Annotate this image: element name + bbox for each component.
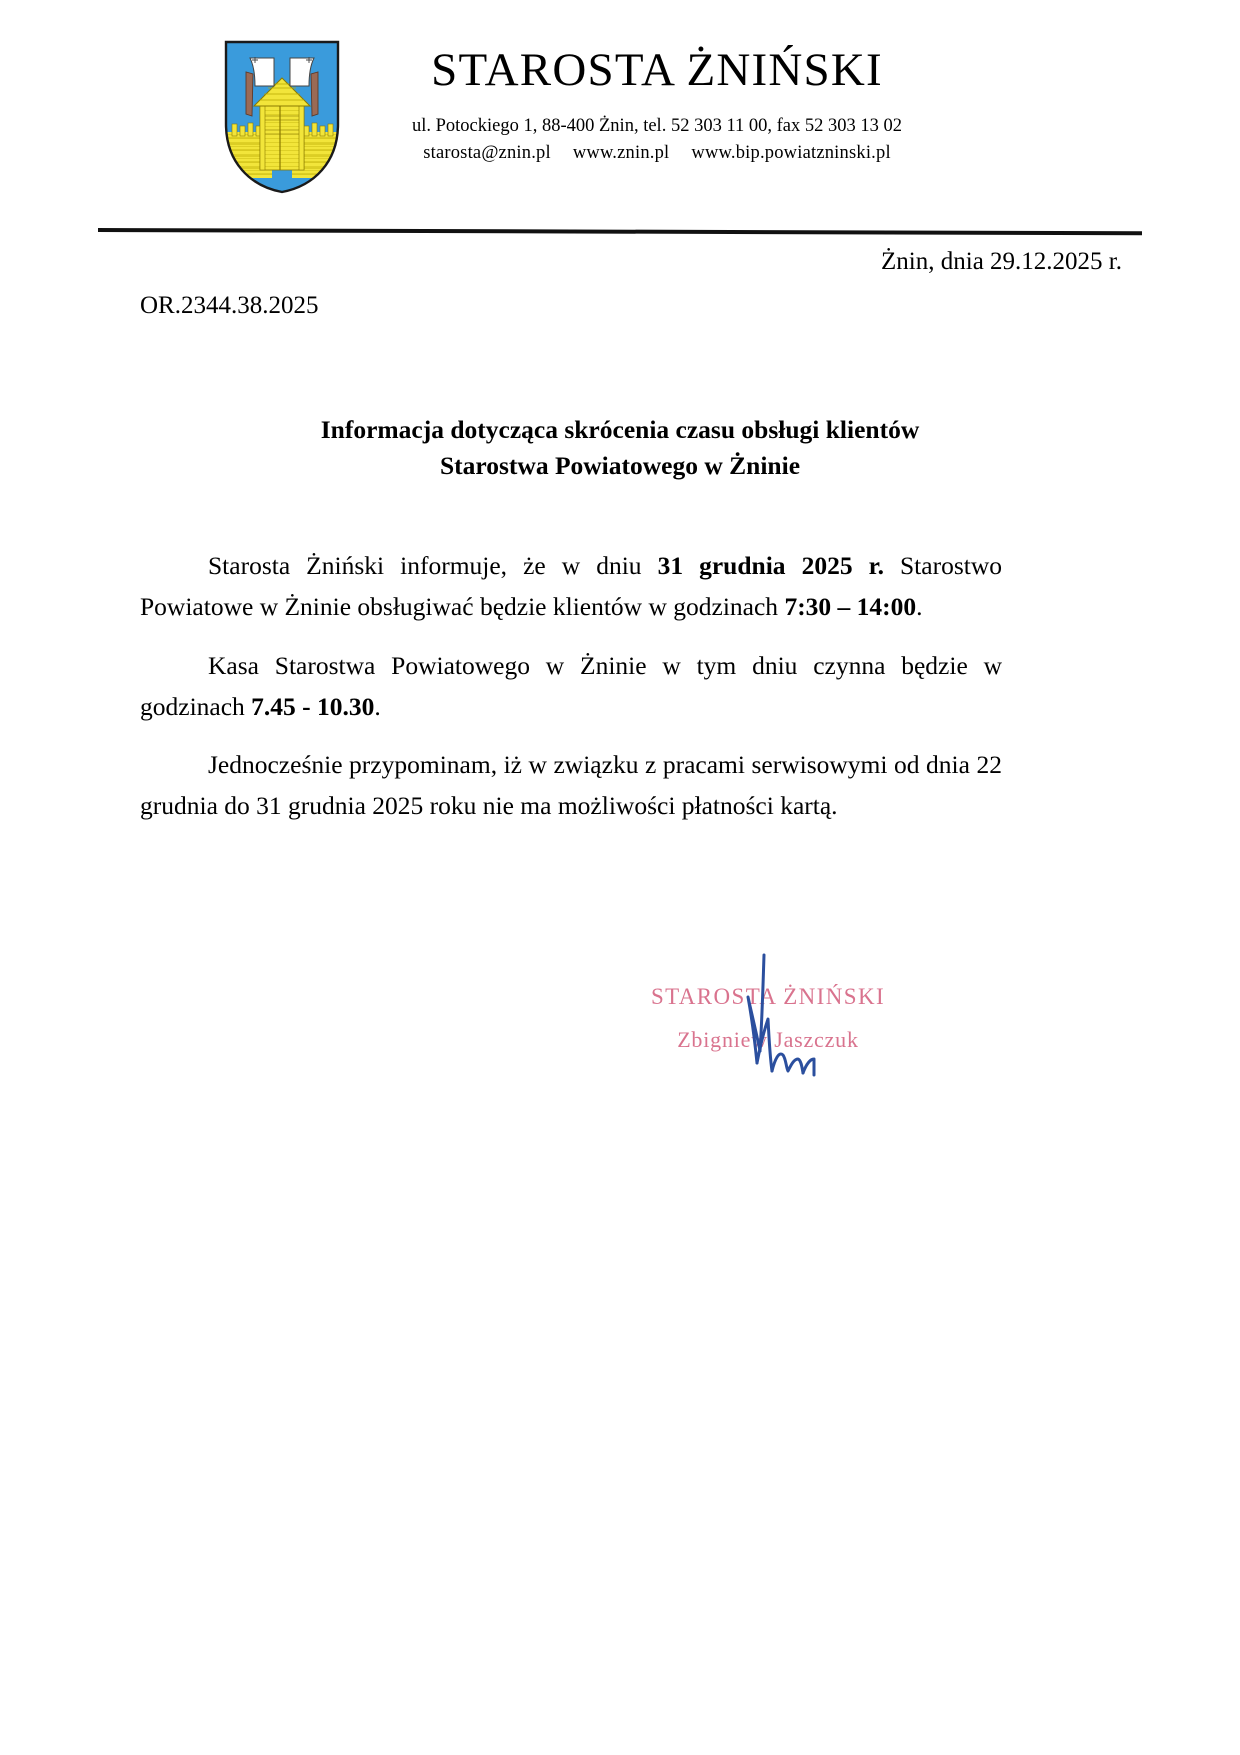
- official-stamp: [618, 975, 918, 1060]
- stamp-title: STAROSTA ŻNIŃSKI: [650, 984, 886, 1009]
- contact-address-line: ul. Potockiego 1, 88-400 Żnin, tel. 52 303 11 00, fax 52 303 13 02: [411, 116, 903, 137]
- reference-number: OR.2344.38.2025: [140, 292, 319, 319]
- bip-link[interactable]: www.bip.powiatzninski.pl: [691, 143, 891, 164]
- email-link[interactable]: starosta@znin.pl: [423, 143, 551, 164]
- p1-text-after: .: [916, 592, 923, 622]
- p2-text-after: .: [374, 691, 381, 721]
- stamp-name: Zbigniew Jaszczuk: [677, 1026, 859, 1052]
- coat-of-arms-icon: [222, 38, 342, 196]
- subject-title: [0, 412, 1240, 484]
- contact-info: [372, 113, 942, 167]
- paragraph-2: [140, 645, 1002, 728]
- signature-block: [600, 955, 930, 1095]
- letterhead-text: [372, 46, 942, 167]
- contact-links-line: [372, 140, 942, 167]
- p1-text-before: Starosta Żniński informuje, że w dniu: [208, 551, 658, 580]
- page-title: STAROSTA ŻNIŃSKI: [431, 44, 883, 96]
- paragraph-3: Jednocześnie przypominam, iż w związku z pracami serwisowymi od dnia 22 grudnia do 31 grudnia 2025 roku nie ma możliwości płatności kartą.: [140, 750, 1002, 821]
- p2-text-before: Kasa Starostwa Powiatowego w Żninie w tym dniu czynna będzie w godzinach: [140, 650, 1002, 721]
- p1-hours-bold: 7:30 – 14:00: [784, 592, 917, 622]
- p1-text-middle: Starostwo Powiatowe w Żninie obsługiwać będzie klientów w godzinach: [140, 551, 1002, 622]
- website-link[interactable]: www.znin.pl: [572, 143, 670, 164]
- paragraph-1: [140, 545, 1002, 628]
- p2-hours-bold: 7.45 - 10.30: [251, 691, 375, 721]
- p1-date-bold: 31 grudnia 2025 r.: [657, 551, 884, 580]
- letter-body: [140, 545, 1002, 827]
- place-and-date: Żnin, dnia 29.12.2025 r.: [881, 248, 1122, 275]
- subject-line-2: Starostwa Powiatowego w Żninie: [439, 451, 801, 481]
- letterhead: [0, 0, 1240, 230]
- subject-line-1: Informacja dotycząca skrócenia czasu obsługi klientów: [320, 415, 920, 444]
